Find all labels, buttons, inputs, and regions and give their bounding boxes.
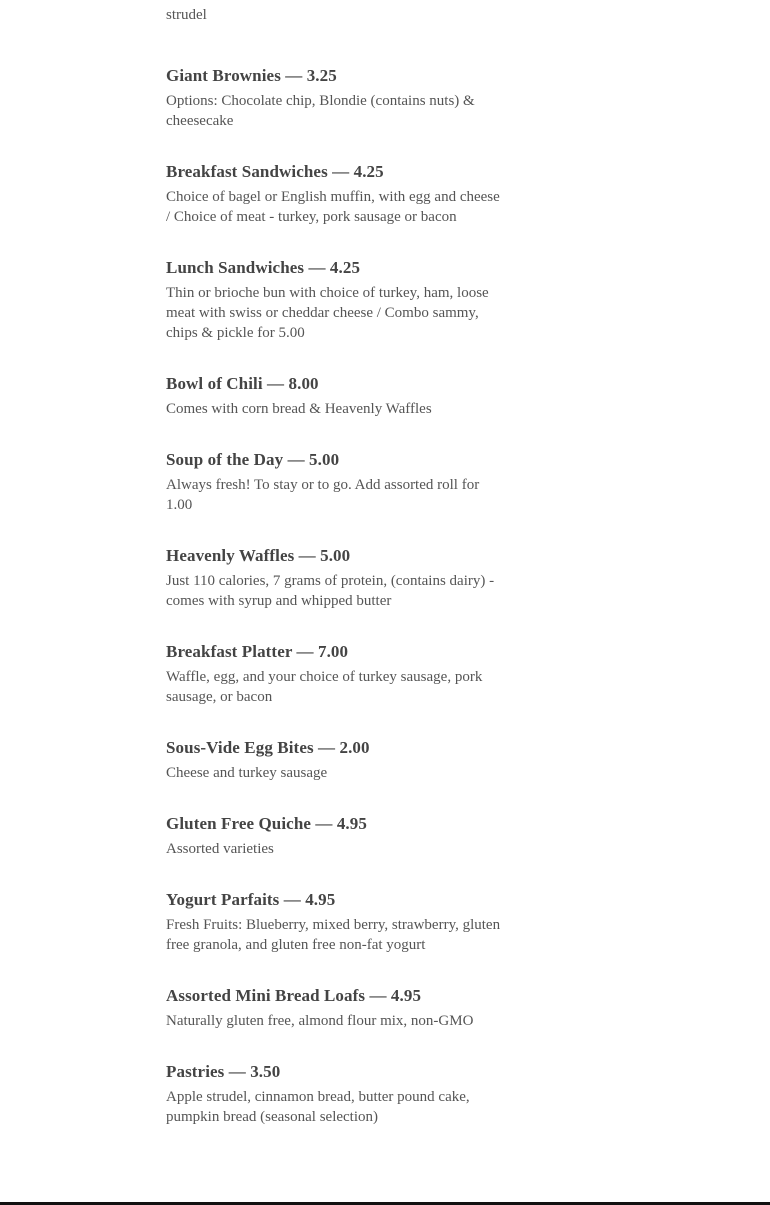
menu-item-title: Sous-Vide Egg Bites — 2.00 [166,738,370,757]
menu-item-description: Naturally gluten free, almond flour mix, non-GMO [166,1013,474,1029]
menu-item-pastries [166,1061,501,1127]
menu-item-description: Just 110 calories, 7 grams of protein, (contains dairy) - comes with syrup and whipped butter [166,573,495,609]
menu-item-description: Fresh Fruits: Blueberry, mixed berry, strawberry, gluten free granola, and gluten free non-fat yogurt [166,917,501,953]
menu-list [166,0,501,1157]
menu-item-title: Assorted Mini Bread Loafs — 4.95 [166,986,422,1005]
menu-item-soup-of-the-day [166,449,501,515]
menu-item-description: Always fresh! To stay or to go. Add assorted roll for 1.00 [166,477,480,513]
menu-item-title: Heavenly Waffles — 5.00 [166,546,351,565]
menu-item-description: Thin or brioche bun with choice of turkey, ham, loose meat with swiss or cheddar cheese / Combo sammy, chips & pickle for 5.00 [166,285,489,341]
menu-item-description: Comes with corn bread & Heavenly Waffles [166,401,432,417]
menu-item-heavenly-waffles [166,545,501,611]
menu-item-sous-vide-egg-bites [166,737,501,783]
menu-item-title: Breakfast Sandwiches — 4.25 [166,162,384,181]
menu-item-lunch-sandwiches [166,257,501,343]
menu-item-description: Assorted varieties [166,841,274,857]
menu-item-title: Yogurt Parfaits — 4.95 [166,890,336,909]
menu-item-yogurt-parfaits [166,889,501,955]
menu-item-title: Giant Brownies — 3.25 [166,66,337,85]
menu-item-title: Soup of the Day — 5.00 [166,450,340,469]
menu-item-description: Choice of bagel or English muffin, with egg and cheese / Choice of meat - turkey, pork sausage or bacon [166,189,500,225]
menu-item-assorted-mini-bread-loafs [166,985,501,1031]
menu-item-title: Gluten Free Quiche — 4.95 [166,814,367,833]
menu-item-title: Bowl of Chili — 8.00 [166,374,319,393]
menu-item-bowl-of-chili [166,373,501,419]
partial-item-description: strudel [166,7,207,23]
menu-item-title: Lunch Sandwiches — 4.25 [166,258,361,277]
menu-item-description: Apple strudel, cinnamon bread, butter pound cake, pumpkin bread (seasonal selection) [166,1089,470,1125]
menu-item-title: Pastries — 3.50 [166,1062,281,1081]
menu-item-description: Options: Chocolate chip, Blondie (contains nuts) & cheesecake [166,93,475,129]
menu-item-gluten-free-quiche [166,813,501,859]
menu-item-giant-brownies [166,65,501,131]
menu-item-breakfast-platter [166,641,501,707]
menu-item-description: Cheese and turkey sausage [166,765,328,781]
menu-item-title: Breakfast Platter — 7.00 [166,642,349,661]
menu-item-description: Waffle, egg, and your choice of turkey sausage, pork sausage, or bacon [166,669,483,705]
menu-item-breakfast-sandwiches [166,161,501,227]
